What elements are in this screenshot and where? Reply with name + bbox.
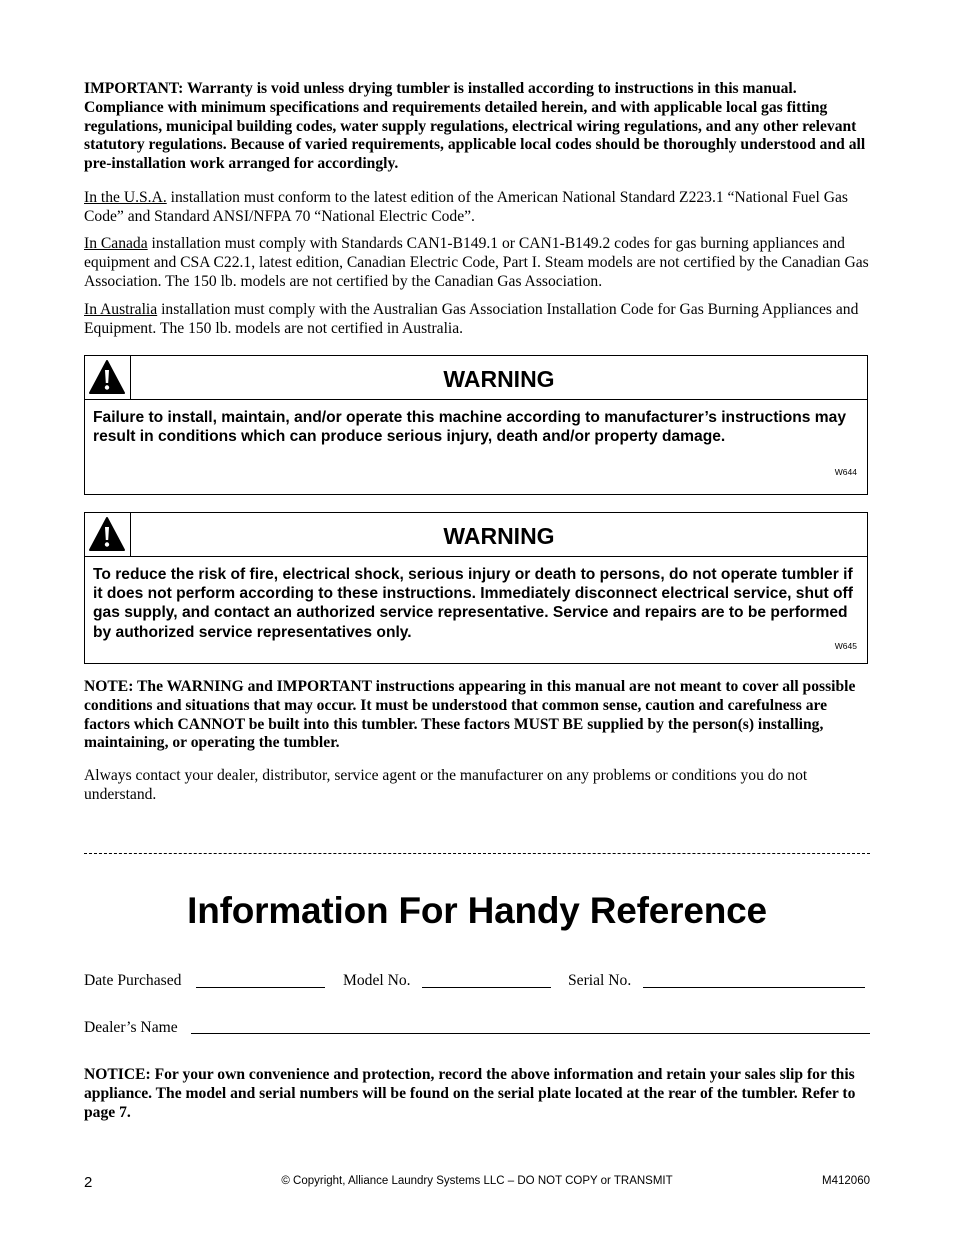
document-id: M412060 [822,1175,870,1187]
australia-text: installation must comply with the Australian Gas Association Installation Code for Gas Burning Appliances and Equipment. The 150 lb. models are not certified in Australia. [84,301,859,337]
page-number: 2 [84,1174,93,1191]
warning-header [85,513,867,557]
canada-label: In Canada [84,235,148,252]
important-paragraph: IMPORTANT: Warranty is void unless drying tumbler is installed according to instructions in this manual. Compliance with minimum specifications and requirements detailed herein, and with applicable local gas fitting regulations, municipal building codes, water supply regulations, electrical wiring regulations, and any other relevant statutory regulations. Because of varied requirements, applicable local codes should be thoroughly understood and all pre-installation work arranged for accordingly. [84,80,866,173]
warning-triangle-icon [85,356,131,399]
copyright-notice: © Copyright, Alliance Laundry Systems LLC – DO NOT COPY or TRANSMIT [281,1175,673,1187]
warning-code: W644 [834,467,857,477]
warning-title: WARNING [443,366,555,392]
warning-code: W645 [834,641,857,651]
dealer-name-label: Dealer’s Name [84,1019,178,1036]
serial-number-field[interactable] [643,987,865,988]
warning-header [85,356,867,400]
usa-text: installation must conform to the latest edition of the American National Standard Z223.1 “National Fuel Gas Code” and Standard ANSI/NFPA 70 “National Electric Code”. [84,189,848,225]
dashed-divider [84,853,870,854]
usa-label: In the U.S.A. [84,189,167,206]
australia-paragraph [84,301,870,339]
date-purchased-label: Date Purchased [84,972,182,989]
usa-paragraph [84,189,870,227]
warning-box-2 [84,512,868,664]
notice-paragraph: NOTICE: For your own convenience and protection, record the above information and retain your sales slip for this appliance. The model and serial numbers will be found on the serial plate located at the rear of the tumbler. Refer to page 7. [84,1066,856,1121]
model-number-field[interactable] [422,987,551,988]
dealer-name-field[interactable] [191,1033,870,1034]
warning-box-1 [84,355,868,495]
canada-text: installation must comply with Standards CAN1-B149.1 or CAN1-B149.2 codes for gas burning appliances and equipment and CSA C22.1, latest edition, Canadian Electric Code, Part I. Steam models are not certified by the Canadian Gas Association. The 150 lb. models are not certified by the Canadian Gas Association. [84,235,869,290]
serial-number-label: Serial No. [568,972,632,989]
contact-paragraph: Always contact your dealer, distributor, service agent or the manufacturer on any problems or conditions you do not understand. [84,767,808,803]
warning-body: To reduce the risk of fire, electrical shock, serious injury or death to persons, do not operate tumbler if it does not perform according to these instructions. Immediately disconnect electrical service, shut off gas supply, and contact an authorized service representative. Service and repairs are to be performed by authorized service representatives only. [93,566,853,641]
canada-paragraph [84,235,870,291]
warning-title: WARNING [443,523,555,549]
warning-body: Failure to install, maintain, and/or operate this machine according to manufacturer’s instructions may result in conditions which can produce serious injury, death and/or property damage. [93,409,846,446]
australia-label: In Australia [84,301,158,318]
model-number-label: Model No. [343,972,411,989]
warning-triangle-icon [85,513,131,556]
reference-heading: Information For Handy Reference [187,890,767,931]
note-paragraph: NOTE: The WARNING and IMPORTANT instructions appearing in this manual are not meant to cover all possible conditions and situations that may occur. It must be understood that common sense, caution and carefulness are factors which CANNOT be built into this tumbler. These factors MUST BE supplied by the person(s) installing, maintaining, or operating the tumbler. [84,678,856,752]
date-purchased-field[interactable] [196,987,325,988]
